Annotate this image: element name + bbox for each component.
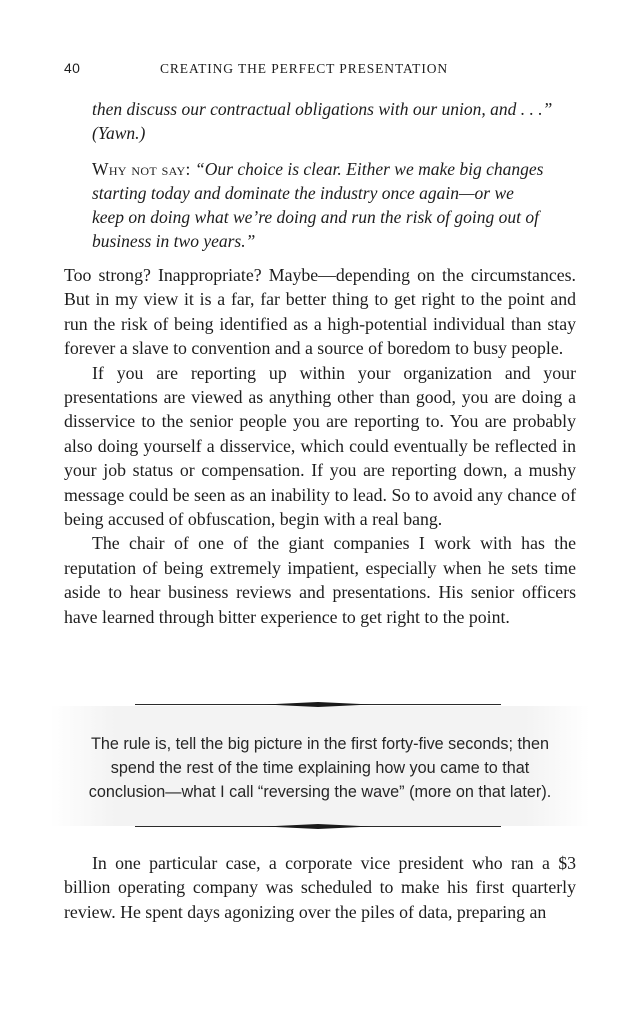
ornament-divider-bottom bbox=[135, 824, 501, 828]
pull-quote-line: conclusion—what I call “reversing the wave” (more on that later). bbox=[88, 783, 552, 801]
quote-line: starting today and dominate the industry once again—or we bbox=[92, 183, 514, 203]
body-text-continued bbox=[64, 851, 576, 924]
page-header bbox=[64, 60, 576, 82]
quote-line: keep on doing what we’re doing and run the risk of going out of bbox=[92, 207, 540, 227]
page-number: 40 bbox=[64, 60, 81, 76]
pull-quote-line: spend the rest of the time explaining how you came to that bbox=[110, 759, 530, 777]
quote-example-bad bbox=[92, 97, 560, 145]
pull-quote-line: The rule is, tell the big picture in the first forty-five seconds; then bbox=[91, 735, 549, 753]
quote-line: business in two years.” bbox=[92, 231, 256, 251]
pull-quote-text bbox=[50, 732, 590, 804]
quote-line bbox=[92, 157, 560, 181]
running-head: CREATING THE PERFECT PRESENTATION bbox=[160, 61, 449, 76]
paragraph: In one particular case, a corporate vice president who ran a $3 billion operating company was scheduled to make his first quarterly review. He spent days agonizing over the piles of data, preparing an bbox=[64, 853, 576, 922]
paragraph: If you are reporting up within your organization and your presentations are viewed as anything other than good, you are doing a disservice to the senior people you are reporting to. You are probably also doing yourself a disservice, which could eventually be reflected in your job status or compensation. If you are reporting down, a mushy message could be seen as an inability to lead. So to avoid any chance of being accused of obfuscation, begin with a real bang. bbox=[64, 362, 576, 530]
why-not-say-label: Why not say: bbox=[92, 159, 191, 179]
quote-example-good bbox=[92, 157, 560, 253]
quote-line: (Yawn.) bbox=[92, 123, 146, 143]
paragraph: The chair of one of the giant companies I work with has the reputation of being extremely impatient, especially when he sets time aside to hear business reviews and presentations. His senior officers have learned through bitter experience to get right to the point. bbox=[64, 533, 576, 627]
pull-quote-box bbox=[50, 706, 590, 826]
paragraph: Too strong? Inappropriate? Maybe—depending on the circumstances. But in my view it is a far, far better thing to get right to the point and run the risk of being identified as a high-potential individual than stay forever a slave to convention and a source of boredom to busy people. bbox=[64, 265, 576, 359]
quote-line: then discuss our contractual obligations with our union, and . . .” bbox=[92, 99, 553, 119]
quote-text: “Our choice is clear. Either we make big changes bbox=[195, 159, 544, 179]
ornament-divider-top bbox=[135, 702, 501, 706]
body-text bbox=[64, 263, 576, 629]
